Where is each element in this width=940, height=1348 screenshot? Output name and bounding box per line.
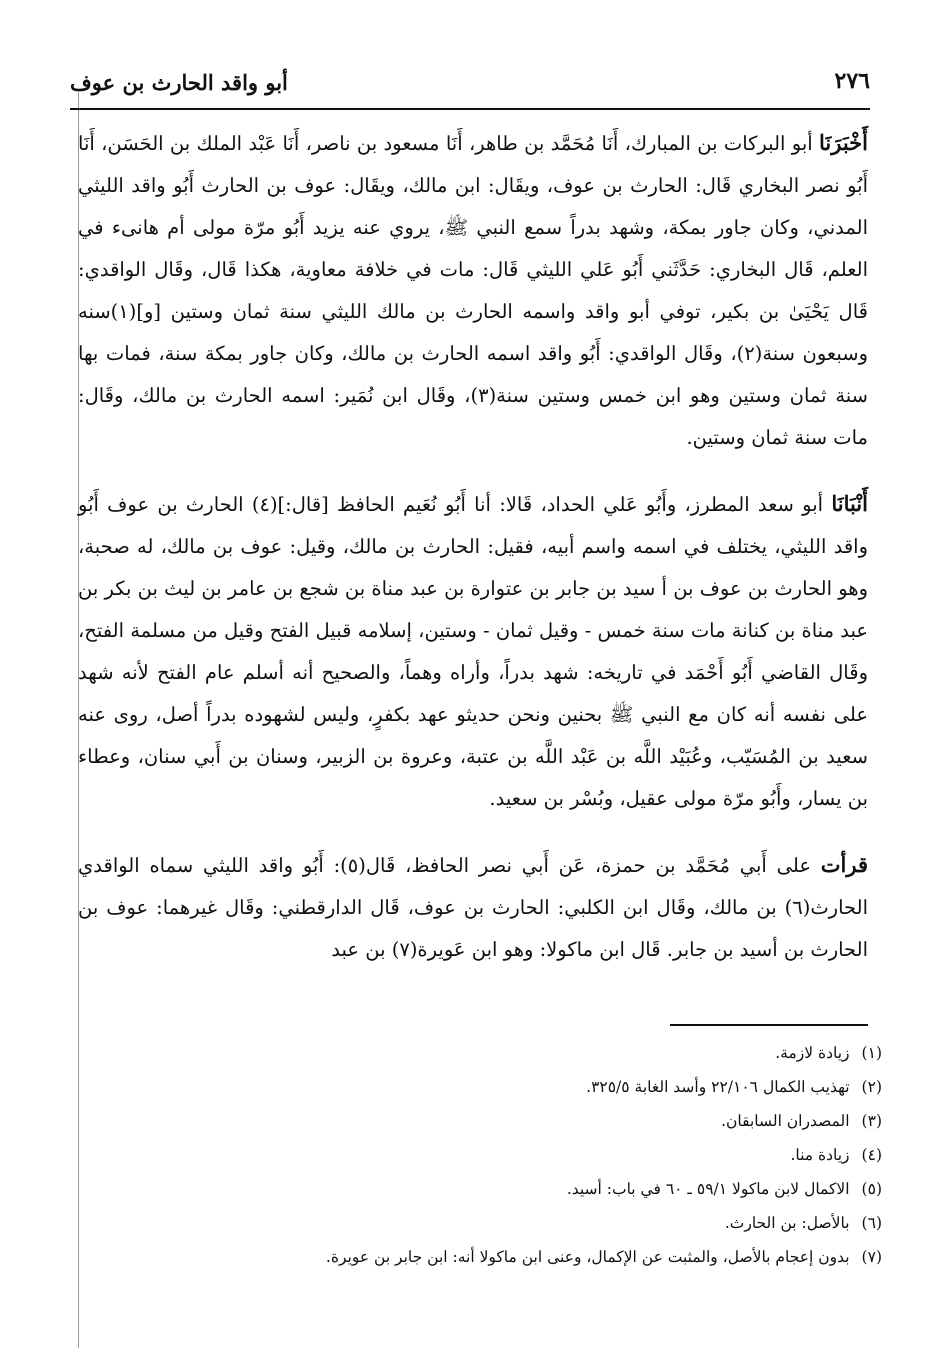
footnote-item <box>120 1104 882 1138</box>
page-number: ٢٧٦ <box>834 68 870 94</box>
main-text <box>78 122 868 995</box>
paragraph <box>78 483 868 820</box>
running-title: أبو واقد الحارث بن عوف <box>70 70 288 95</box>
header-rule <box>70 108 870 110</box>
footnote-number: (٣) <box>861 1112 882 1130</box>
footnote-text: بالأصل: بن الحارث. <box>724 1214 850 1232</box>
footnote-text: بدون إعجام بالأصل، والمثبت عن الإكمال، وعنى ابن ماكولا أنه: ابن جابر بن عويرة. <box>325 1248 850 1266</box>
footnote-item <box>120 1172 882 1206</box>
footnote-text: الاكمال لابن ماكولا ٥٩/١ ـ ٦٠ في باب: أسيد. <box>566 1180 850 1198</box>
footnote-number: (١) <box>861 1044 882 1062</box>
footnote-text: زيادة منا. <box>790 1146 850 1164</box>
footnote-text: زيادة لازمة. <box>775 1044 850 1062</box>
footnote-item <box>120 1138 882 1172</box>
paragraph-text: على أَبي مُحَمَّد بن حمزة، عَن أَبي نصر الحافظ، قَال(٥): أَبُو واقد الليثي سماه الواقدي الحارث(٦) بن مالك، وقَال ابن الكلبي: الحارث بن عوف، قَال الدارقطني: وقَال غيرهما: عوف بن الحارث بن أسيد بن جابر. قَال ابن ماكولا: وهو ابن عَويرة(٧) بن عبد <box>78 854 868 961</box>
footnote-number: (٤) <box>861 1146 882 1164</box>
footnote-text: تهذيب الكمال ٢٢/١٠٦ وأسد الغابة ٣٢٥/٥. <box>586 1078 850 1096</box>
paragraph <box>78 122 868 459</box>
paragraph-lead: أَخْبَرَنَا <box>819 130 868 155</box>
footnote-item <box>120 1070 882 1104</box>
footnote-rule <box>670 1024 868 1026</box>
footnote-number: (٥) <box>861 1180 882 1198</box>
footnote-number: (٧) <box>861 1248 882 1266</box>
footnote-number: (٦) <box>861 1214 882 1232</box>
footnote-item <box>120 1036 882 1070</box>
paragraph-text: أبو البركات بن المبارك، أَنَا مُحَمَّد بن طاهر، أَنَا مسعود بن ناصر، أَنَا عَبْد الملك بن الحَسَن، أَنَا أَبُو نصر البخاري قَال: الحارث بن عوف، ويقَال: ابن مالك، ويقَال: عوف بن الحارث أَبُو واقد الليثي المدني، وكان جاور بمكة، وشهد بدراً سمع النبي ﷺ، يروي عنه يزيد أَبُو مرّة مولى أم هانىء في العلم، قَال البخاري: حَدَّثَني أَبُو عَلي الليثي قَال: مات في خلافة معاوية، هكذا قَال، وقَال الواقدي: قَال يَحْيَىٰ بن بكير، توفي أبو واقد واسمه الحارث بن مالك الليثي سنة ثمان وستين [و](١)سنه وسبعون سنة(٢)، وقَال الواقدي: أَبُو واقد اسمه الحارث بن مالك، وكان جاور بمكة سنة، فمات بها سنة ثمان وستين وهو ابن خمس وستين سنة(٣)، وقَال ابن نُمَير: اسمه الحارث بن مالك، وقَال: مات سنة ثمان وستين. <box>78 132 868 449</box>
footnote-text: المصدران السابقان. <box>721 1112 850 1130</box>
footnote-item <box>120 1240 882 1274</box>
paragraph <box>78 844 868 971</box>
footnote-number: (٢) <box>861 1078 882 1096</box>
paragraph-lead: قرأت <box>820 852 868 877</box>
paragraph-lead: أَنْبَانَا <box>831 491 868 516</box>
footnotes <box>120 1036 882 1274</box>
paragraph-text: أبو سعد المطرز، وأَبُو عَلي الحداد، قَالا: أنا أَبُو نُعَيم الحافظ [قال:](٤) الحارث بن عوف أَبُو واقد الليثي، يختلف في اسمه واسم أبيه، فقيل: الحارث بن مالك، وقيل: عوف بن مالك، له صحبة، وهو الحارث بن عوف بن أ سيد بن جابر بن عتوارة بن عبد مناة بن شجع بن عامر بن ليث بن بكر بن عبد مناة بن كنانة مات سنة خمس - وقيل ثمان - وستين، إسلامه قبيل الفتح وقيل من مسلمة الفتح، وقَال القاضي أَبُو أَحْمَد في تاريخه: شهد بدراً، وأراه وهماً، والصحيح أنه أسلم عام الفتح لأنه شهد على نفسه أنه كان مع النبي ﷺ بحنين ونحن حديثو عهد بكفرٍ، وليس لشهوده بدراً أصل، روى عنه سعيد بن المُسَيّب، وعُبَيْد اللَّه بن عَبْد اللَّه بن عتبة، وعروة بن الزبير، وسنان بن أَبي سنان، وعطاء بن يسار، وأَبُو مرّة مولى عقيل، وبُسْر بن سعيد. <box>78 493 868 810</box>
page-header <box>70 66 870 106</box>
footnote-item <box>120 1206 882 1240</box>
